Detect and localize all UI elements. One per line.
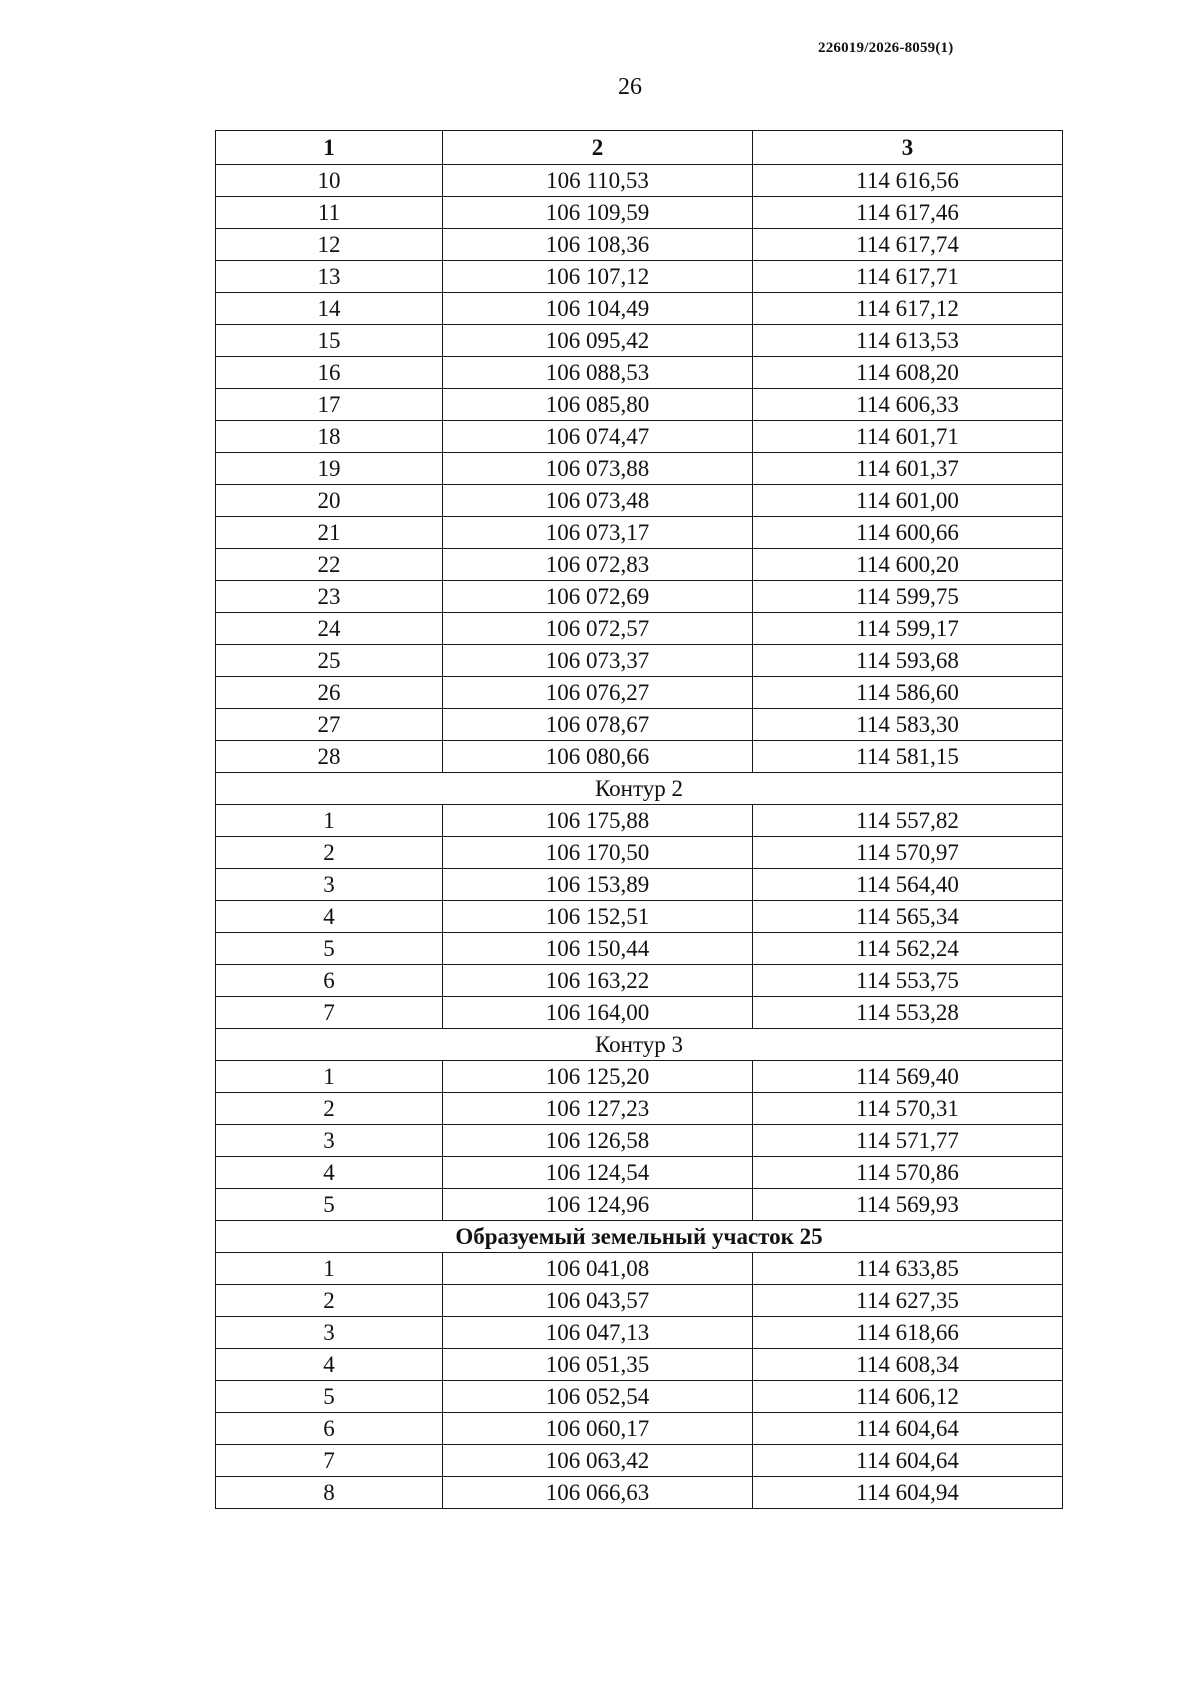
x-coordinate-cell: 106 076,27 <box>443 677 753 709</box>
point-number-cell: 13 <box>216 261 443 293</box>
y-coordinate-cell: 114 581,15 <box>753 741 1063 773</box>
y-coordinate-cell: 114 601,00 <box>753 485 1063 517</box>
point-number-cell: 19 <box>216 453 443 485</box>
table-row <box>216 581 1063 613</box>
x-coordinate-cell: 106 110,53 <box>443 165 753 197</box>
x-coordinate-cell: 106 109,59 <box>443 197 753 229</box>
y-coordinate-cell: 114 562,24 <box>753 933 1063 965</box>
y-coordinate-cell: 114 604,94 <box>753 1477 1063 1509</box>
y-coordinate-cell: 114 570,97 <box>753 837 1063 869</box>
table-row <box>216 389 1063 421</box>
table-row <box>216 549 1063 581</box>
table-row <box>216 645 1063 677</box>
y-coordinate-cell: 114 604,64 <box>753 1413 1063 1445</box>
y-coordinate-cell: 114 627,35 <box>753 1285 1063 1317</box>
x-coordinate-cell: 106 073,17 <box>443 517 753 549</box>
x-coordinate-cell: 106 152,51 <box>443 901 753 933</box>
y-coordinate-cell: 114 608,20 <box>753 357 1063 389</box>
table-row <box>216 421 1063 453</box>
table-row <box>216 1317 1063 1349</box>
column-header-1: 1 <box>216 131 443 165</box>
point-number-cell: 20 <box>216 485 443 517</box>
x-coordinate-cell: 106 078,67 <box>443 709 753 741</box>
y-coordinate-cell: 114 633,85 <box>753 1253 1063 1285</box>
y-coordinate-cell: 114 617,12 <box>753 293 1063 325</box>
section-title: Образуемый земельный участок 25 <box>216 1221 1063 1253</box>
table-row <box>216 1381 1063 1413</box>
x-coordinate-cell: 106 073,37 <box>443 645 753 677</box>
table-row <box>216 869 1063 901</box>
y-coordinate-cell: 114 593,68 <box>753 645 1063 677</box>
y-coordinate-cell: 114 553,75 <box>753 965 1063 997</box>
table-row <box>216 1157 1063 1189</box>
table-row <box>216 741 1063 773</box>
x-coordinate-cell: 106 095,42 <box>443 325 753 357</box>
section-row <box>216 1029 1063 1061</box>
y-coordinate-cell: 114 599,17 <box>753 613 1063 645</box>
table-header <box>216 131 1063 165</box>
table-row <box>216 357 1063 389</box>
x-coordinate-cell: 106 060,17 <box>443 1413 753 1445</box>
y-coordinate-cell: 114 616,56 <box>753 165 1063 197</box>
section-row <box>216 773 1063 805</box>
point-number-cell: 3 <box>216 1317 443 1349</box>
table-row <box>216 197 1063 229</box>
y-coordinate-cell: 114 570,86 <box>753 1157 1063 1189</box>
x-coordinate-cell: 106 074,47 <box>443 421 753 453</box>
table-row <box>216 1061 1063 1093</box>
point-number-cell: 3 <box>216 1125 443 1157</box>
table-body <box>216 165 1063 1509</box>
x-coordinate-cell: 106 073,48 <box>443 485 753 517</box>
table-row <box>216 1285 1063 1317</box>
point-number-cell: 16 <box>216 357 443 389</box>
y-coordinate-cell: 114 583,30 <box>753 709 1063 741</box>
point-number-cell: 4 <box>216 901 443 933</box>
x-coordinate-cell: 106 163,22 <box>443 965 753 997</box>
table-row <box>216 677 1063 709</box>
point-number-cell: 7 <box>216 997 443 1029</box>
y-coordinate-cell: 114 604,64 <box>753 1445 1063 1477</box>
table-row <box>216 1093 1063 1125</box>
table-row <box>216 901 1063 933</box>
y-coordinate-cell: 114 564,40 <box>753 869 1063 901</box>
page-number: 26 <box>618 74 642 100</box>
section-row <box>216 1221 1063 1253</box>
point-number-cell: 18 <box>216 421 443 453</box>
point-number-cell: 21 <box>216 517 443 549</box>
point-number-cell: 28 <box>216 741 443 773</box>
document-reference: 226019/2026-8059(1) <box>818 40 954 56</box>
x-coordinate-cell: 106 080,66 <box>443 741 753 773</box>
point-number-cell: 1 <box>216 805 443 837</box>
table-row <box>216 837 1063 869</box>
x-coordinate-cell: 106 104,49 <box>443 293 753 325</box>
x-coordinate-cell: 106 164,00 <box>443 997 753 1029</box>
section-title: Контур 3 <box>216 1029 1063 1061</box>
y-coordinate-cell: 114 601,37 <box>753 453 1063 485</box>
x-coordinate-cell: 106 072,57 <box>443 613 753 645</box>
point-number-cell: 1 <box>216 1253 443 1285</box>
y-coordinate-cell: 114 571,77 <box>753 1125 1063 1157</box>
x-coordinate-cell: 106 085,80 <box>443 389 753 421</box>
header-row <box>216 131 1063 165</box>
x-coordinate-cell: 106 052,54 <box>443 1381 753 1413</box>
point-number-cell: 10 <box>216 165 443 197</box>
point-number-cell: 4 <box>216 1157 443 1189</box>
table-row <box>216 325 1063 357</box>
x-coordinate-cell: 106 153,89 <box>443 869 753 901</box>
x-coordinate-cell: 106 088,53 <box>443 357 753 389</box>
table-row <box>216 1413 1063 1445</box>
point-number-cell: 11 <box>216 197 443 229</box>
x-coordinate-cell: 106 072,83 <box>443 549 753 581</box>
table-row <box>216 613 1063 645</box>
point-number-cell: 26 <box>216 677 443 709</box>
y-coordinate-cell: 114 569,40 <box>753 1061 1063 1093</box>
table-row <box>216 485 1063 517</box>
y-coordinate-cell: 114 565,34 <box>753 901 1063 933</box>
point-number-cell: 5 <box>216 1189 443 1221</box>
table-row <box>216 165 1063 197</box>
point-number-cell: 5 <box>216 1381 443 1413</box>
x-coordinate-cell: 106 124,96 <box>443 1189 753 1221</box>
x-coordinate-cell: 106 125,20 <box>443 1061 753 1093</box>
y-coordinate-cell: 114 618,66 <box>753 1317 1063 1349</box>
y-coordinate-cell: 114 608,34 <box>753 1349 1063 1381</box>
x-coordinate-cell: 106 127,23 <box>443 1093 753 1125</box>
column-header-2: 2 <box>443 131 753 165</box>
y-coordinate-cell: 114 606,33 <box>753 389 1063 421</box>
y-coordinate-cell: 114 553,28 <box>753 997 1063 1029</box>
table-row <box>216 709 1063 741</box>
point-number-cell: 3 <box>216 869 443 901</box>
y-coordinate-cell: 114 599,75 <box>753 581 1063 613</box>
point-number-cell: 25 <box>216 645 443 677</box>
y-coordinate-cell: 114 606,12 <box>753 1381 1063 1413</box>
point-number-cell: 2 <box>216 1093 443 1125</box>
table-row <box>216 1349 1063 1381</box>
point-number-cell: 6 <box>216 965 443 997</box>
y-coordinate-cell: 114 557,82 <box>753 805 1063 837</box>
table-row <box>216 1445 1063 1477</box>
point-number-cell: 4 <box>216 1349 443 1381</box>
table-row <box>216 1477 1063 1509</box>
point-number-cell: 8 <box>216 1477 443 1509</box>
x-coordinate-cell: 106 063,42 <box>443 1445 753 1477</box>
point-number-cell: 24 <box>216 613 443 645</box>
table-row <box>216 293 1063 325</box>
point-number-cell: 12 <box>216 229 443 261</box>
point-number-cell: 5 <box>216 933 443 965</box>
y-coordinate-cell: 114 601,71 <box>753 421 1063 453</box>
x-coordinate-cell: 106 107,12 <box>443 261 753 293</box>
y-coordinate-cell: 114 570,31 <box>753 1093 1063 1125</box>
y-coordinate-cell: 114 600,20 <box>753 549 1063 581</box>
x-coordinate-cell: 106 072,69 <box>443 581 753 613</box>
point-number-cell: 27 <box>216 709 443 741</box>
y-coordinate-cell: 114 586,60 <box>753 677 1063 709</box>
point-number-cell: 2 <box>216 1285 443 1317</box>
x-coordinate-cell: 106 124,54 <box>443 1157 753 1189</box>
table-row <box>216 261 1063 293</box>
point-number-cell: 2 <box>216 837 443 869</box>
point-number-cell: 23 <box>216 581 443 613</box>
y-coordinate-cell: 114 617,71 <box>753 261 1063 293</box>
x-coordinate-cell: 106 108,36 <box>443 229 753 261</box>
x-coordinate-cell: 106 041,08 <box>443 1253 753 1285</box>
point-number-cell: 17 <box>216 389 443 421</box>
y-coordinate-cell: 114 617,46 <box>753 197 1063 229</box>
table-row <box>216 517 1063 549</box>
table-row <box>216 805 1063 837</box>
y-coordinate-cell: 114 617,74 <box>753 229 1063 261</box>
point-number-cell: 15 <box>216 325 443 357</box>
y-coordinate-cell: 114 613,53 <box>753 325 1063 357</box>
table-row <box>216 1125 1063 1157</box>
point-number-cell: 6 <box>216 1413 443 1445</box>
point-number-cell: 14 <box>216 293 443 325</box>
x-coordinate-cell: 106 170,50 <box>443 837 753 869</box>
x-coordinate-cell: 106 150,44 <box>443 933 753 965</box>
table-row <box>216 1253 1063 1285</box>
table-row <box>216 453 1063 485</box>
x-coordinate-cell: 106 175,88 <box>443 805 753 837</box>
table-row <box>216 1189 1063 1221</box>
point-number-cell: 22 <box>216 549 443 581</box>
table-row <box>216 933 1063 965</box>
y-coordinate-cell: 114 569,93 <box>753 1189 1063 1221</box>
x-coordinate-cell: 106 066,63 <box>443 1477 753 1509</box>
x-coordinate-cell: 106 047,13 <box>443 1317 753 1349</box>
table-row <box>216 965 1063 997</box>
x-coordinate-cell: 106 126,58 <box>443 1125 753 1157</box>
table-row <box>216 229 1063 261</box>
table-row <box>216 997 1063 1029</box>
x-coordinate-cell: 106 073,88 <box>443 453 753 485</box>
y-coordinate-cell: 114 600,66 <box>753 517 1063 549</box>
column-header-3: 3 <box>753 131 1063 165</box>
x-coordinate-cell: 106 051,35 <box>443 1349 753 1381</box>
coordinates-table <box>215 130 1063 1509</box>
section-title: Контур 2 <box>216 773 1063 805</box>
point-number-cell: 7 <box>216 1445 443 1477</box>
x-coordinate-cell: 106 043,57 <box>443 1285 753 1317</box>
point-number-cell: 1 <box>216 1061 443 1093</box>
